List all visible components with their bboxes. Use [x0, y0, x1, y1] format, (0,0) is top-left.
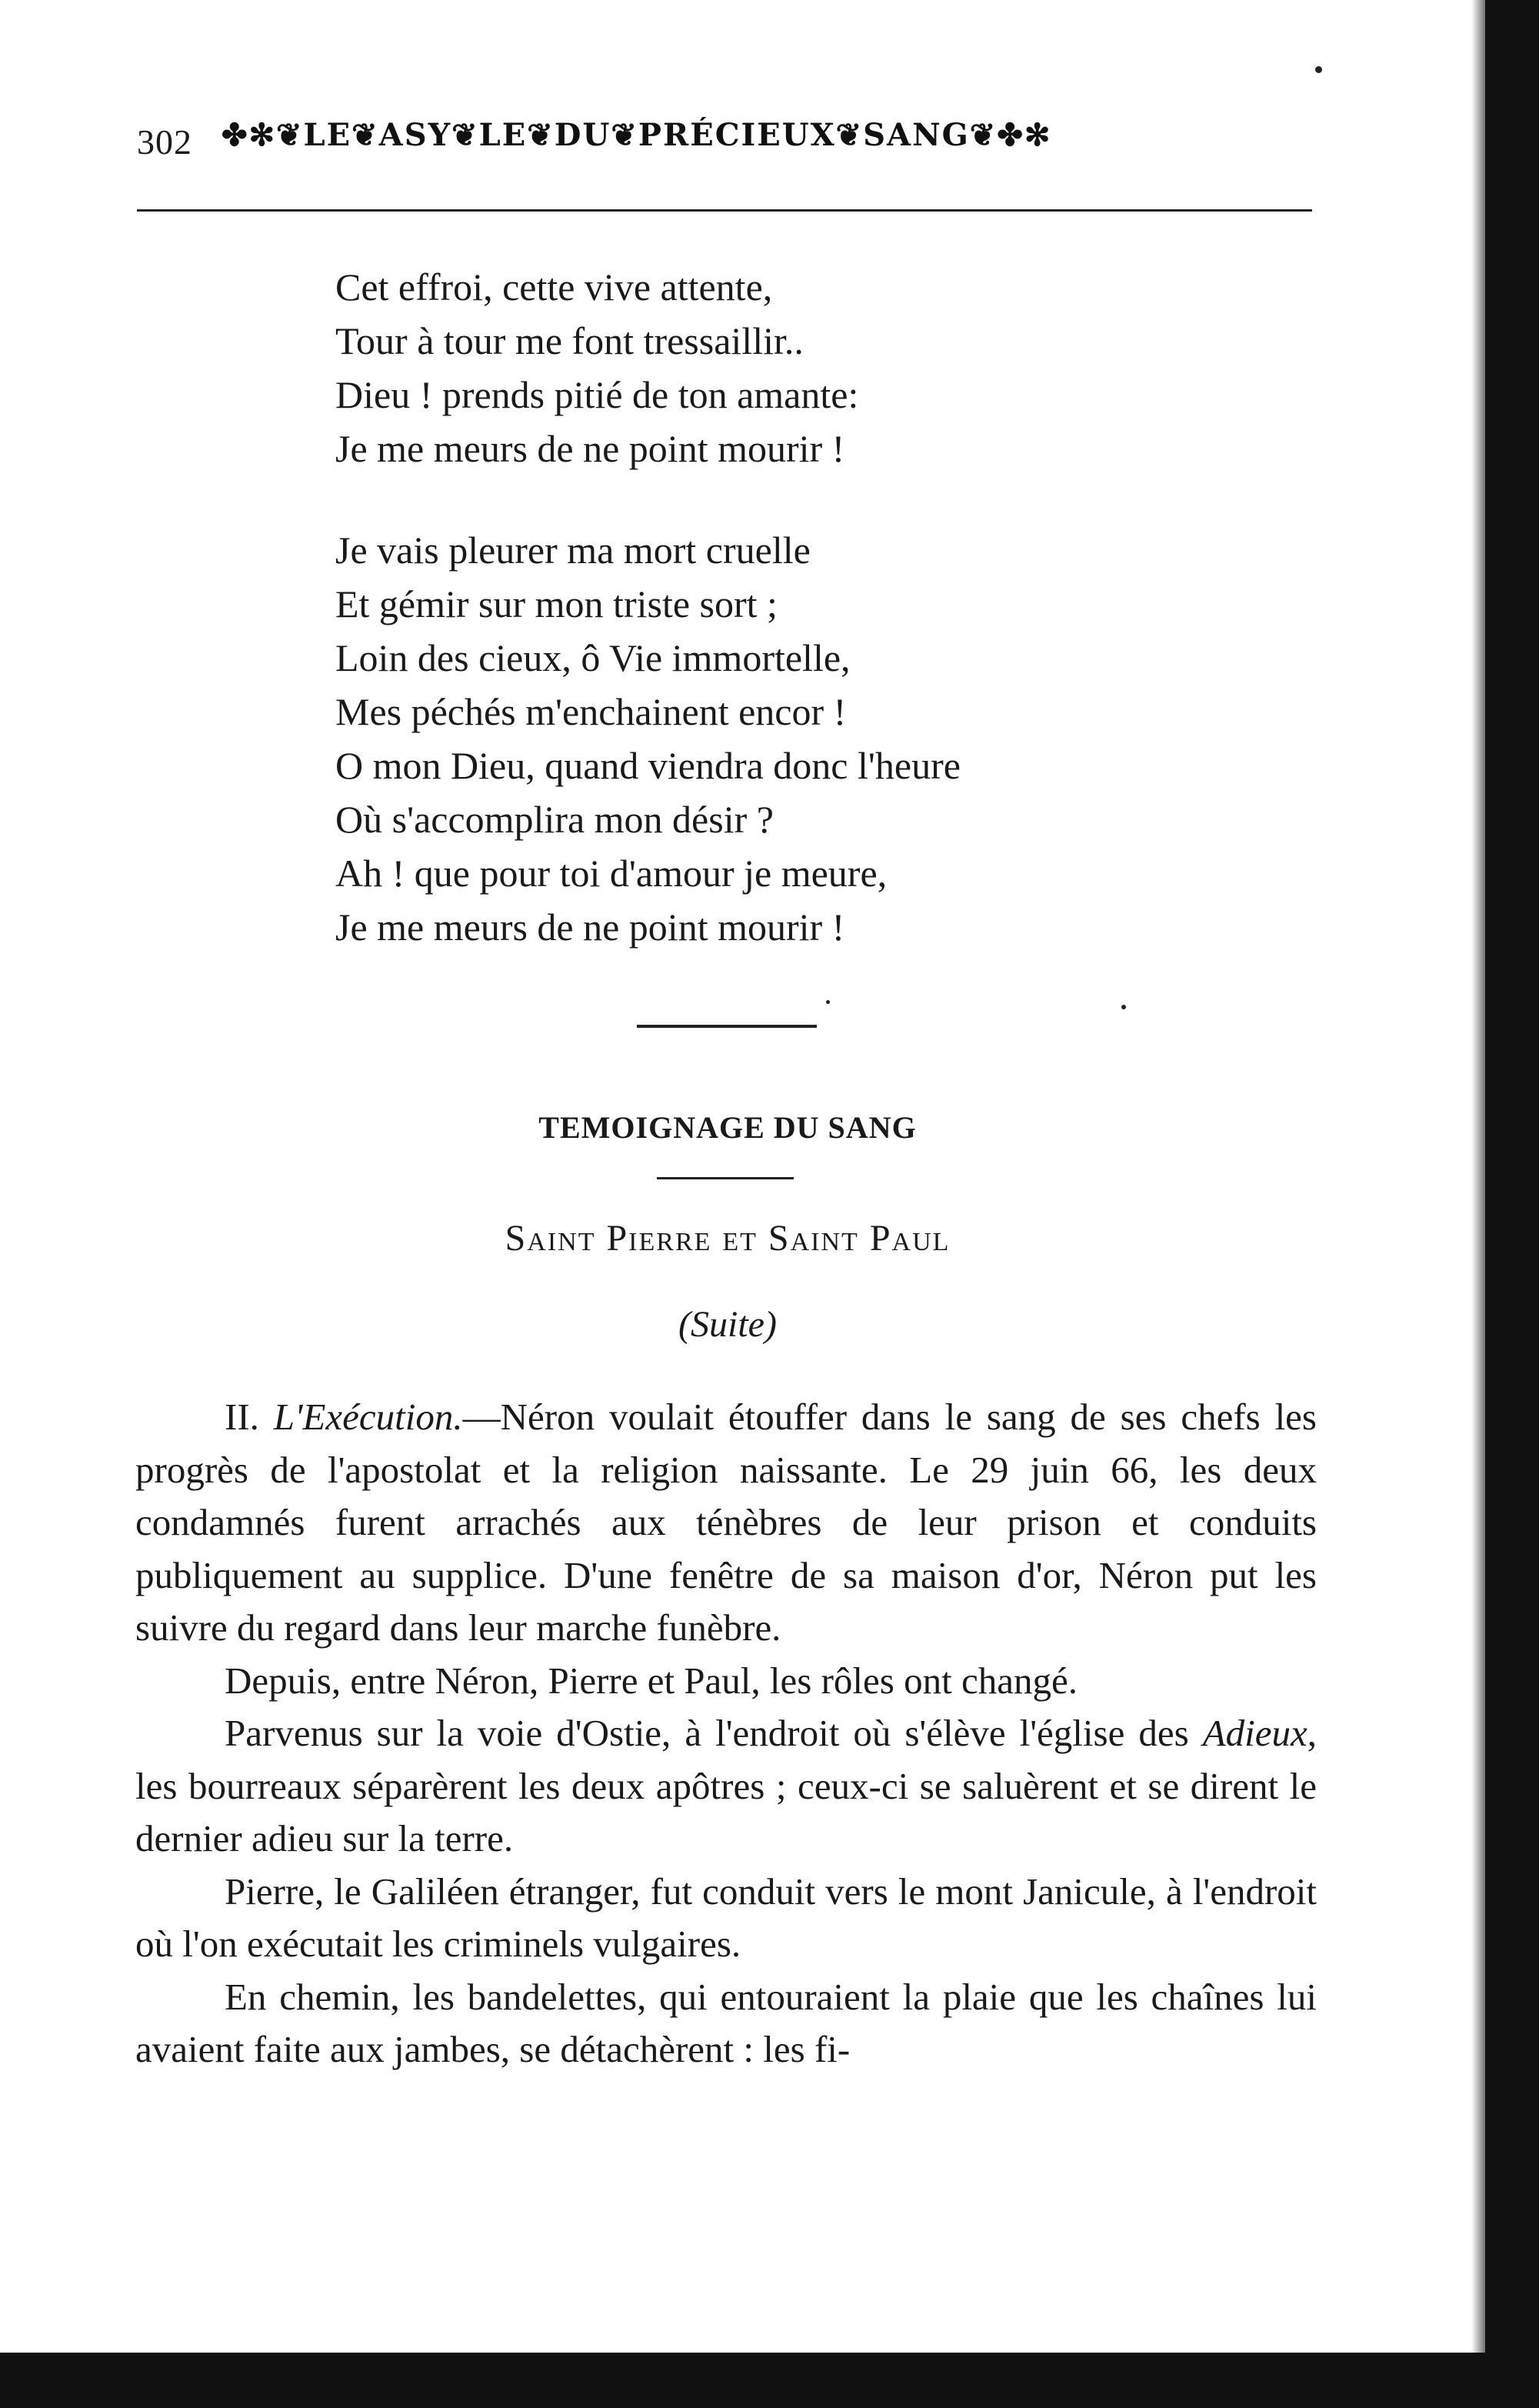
poem-line: Tour à tour me font tressaillir..: [335, 319, 804, 362]
paragraph-heading: L'Exécution.: [273, 1396, 463, 1438]
poem-line: Où s'accomplira mon désir ?: [335, 798, 774, 841]
poem-line: Et gémir sur mon triste sort ;: [335, 582, 778, 625]
paragraph-text: Parvenus sur la voie d'Ostie, à l'endroit où s'élève l'église des: [225, 1712, 1189, 1754]
running-head: ✤✻❦LE❦ASY❦LE❦DU❦PRÉCIEUX❦SANG❦✤✻: [222, 117, 1052, 153]
scan-speck: [1315, 66, 1322, 73]
page-header: [137, 115, 1321, 169]
paragraph: [135, 1391, 1317, 1655]
paragraph-text: , les bourreaux séparèrent les deux apôtres ; ceux-ci se saluèrent et se dirent le dernier adieu sur la terre.: [135, 1712, 1317, 1859]
scan-border-bottom: [0, 2353, 1539, 2408]
scan-border-right: [1485, 0, 1539, 2408]
poem-line: Je me meurs de ne point mourir !: [335, 906, 845, 949]
paragraph-number: II.: [225, 1396, 259, 1438]
poem-line: Je vais pleurer ma mort cruelle: [335, 529, 811, 572]
poem-stanza-1: [335, 260, 858, 475]
page-number: 302: [137, 122, 192, 162]
poem-line: Je me meurs de ne point mourir !: [335, 427, 845, 470]
paragraph-text: —Néron voulait étouffer dans le sang de ses chefs les progrès de l'apostolat et la religion naissante. Le 29 juin 66, les deux condamnés furent arrachés aux ténèbres de leur prison et conduits publiquement au supplice. D'une fenêtre de sa maison d'or, Néron put les suivre du regard dans leur marche funèbre.: [135, 1396, 1317, 1649]
section-suite: (Suite): [678, 1304, 777, 1345]
header-rule: [137, 209, 1312, 212]
scan-speck: [826, 1000, 830, 1004]
italic-term: Adieux: [1202, 1712, 1307, 1754]
section-subtitle: Saint Pierre et Saint Paul: [505, 1218, 951, 1259]
scan-speck: [1121, 1005, 1126, 1009]
paragraph: [135, 1707, 1317, 1866]
poem-line: Loin des cieux, ô Vie immortelle,: [335, 636, 851, 679]
section-title: TEMOIGNAGE DU SANG: [538, 1110, 917, 1145]
poem-stanza-2: [335, 523, 961, 954]
title-underline: [657, 1177, 794, 1179]
poem-line: Cet effroi, cette vive attente,: [335, 265, 773, 309]
poem-line: Dieu ! prends pitié de ton amante:: [335, 373, 859, 416]
poem-line: Mes péchés m'enchainent encor !: [335, 690, 847, 733]
section-divider: [637, 1025, 817, 1028]
paragraph: Pierre, le Galiléen étranger, fut conduit vers le mont Janicule, à l'endroit où l'on exécutait les criminels vulgaires.: [135, 1869, 1317, 1965]
body-text: [135, 1391, 1317, 2076]
poem-line: Ah ! que pour toi d'amour je meure,: [335, 852, 888, 895]
poem-line: O mon Dieu, quand viendra donc l'heure: [335, 744, 961, 787]
paragraph: En chemin, les bandelettes, qui entouraient la plaie que les chaînes lui avaient faite aux jambes, se détachèrent : les fi-: [135, 1975, 1317, 2070]
paragraph: Depuis, entre Néron, Pierre et Paul, les rôles ont changé.: [225, 1659, 1078, 1702]
